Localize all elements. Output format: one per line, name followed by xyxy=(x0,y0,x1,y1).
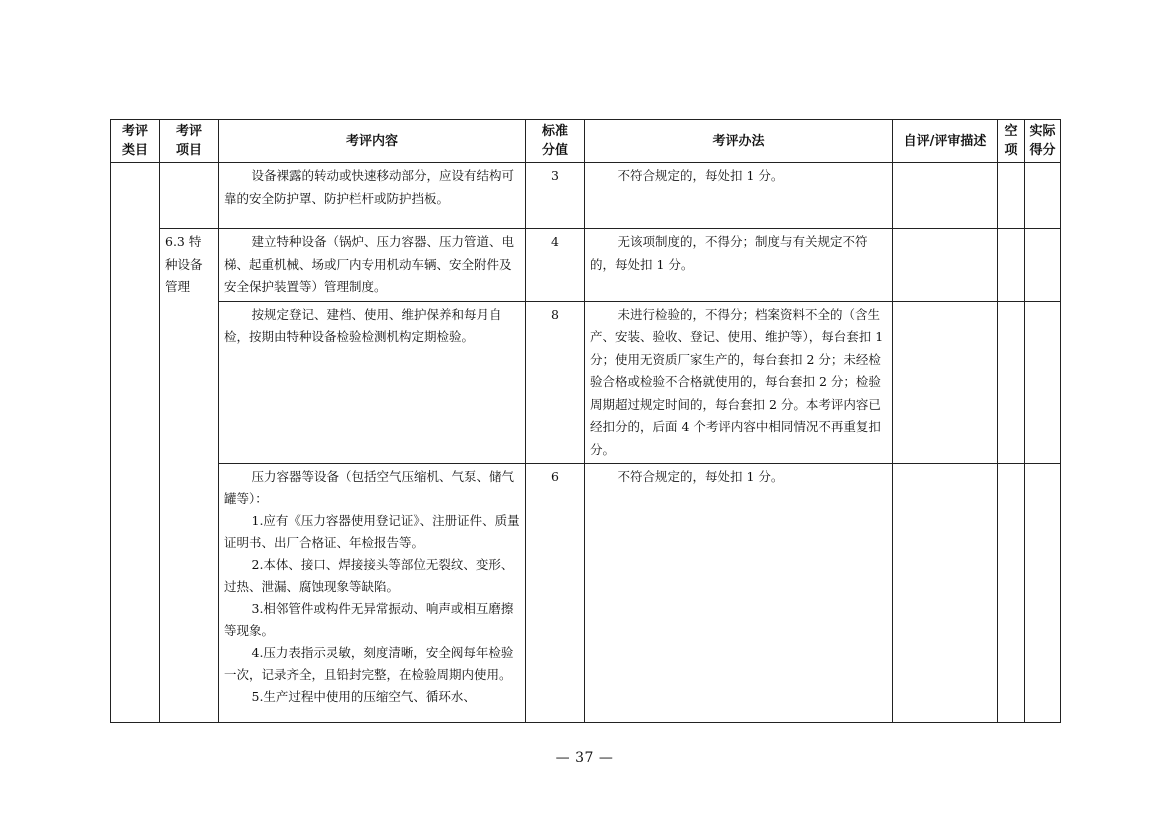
content-text: 建立特种设备（锅炉、压力容器、压力管道、电梯、起重机械、场或厂内专用机动车辆、安全附件及安全保护装置等）管理制度。 xyxy=(224,234,515,294)
header-actual xyxy=(1025,120,1061,163)
blank-cell[interactable] xyxy=(998,163,1025,229)
method-text: 无该项制度的，不得分；制度与有关规定不符的，每处扣 1 分。 xyxy=(590,234,868,272)
content-point: 3.相邻管件或构件无异常振动、响声或相互磨擦等现象。 xyxy=(224,601,514,638)
method-text: 不符合规定的，每处扣 1 分。 xyxy=(617,168,784,183)
method-text: 未进行检验的，不得分；档案资料不全的（含生产、安装、验收、登记、使用、维护等），每台套扣 1 分；使用无资质厂家生产的，每台套扣 2 分；未经检验合格或检验不合格就使用的，每台套扣 2 分；检验周期超过规定时间的，每台套扣 2 分。本考评内容已经扣分的，后面 4 个考评内容中相同情况不再重复扣分。 xyxy=(590,306,884,457)
self-eval-cell[interactable] xyxy=(893,464,998,723)
header-category-line-2: 类目 xyxy=(121,143,148,158)
content-cell xyxy=(219,464,526,723)
blank-cell[interactable] xyxy=(998,464,1025,723)
item-cell-empty xyxy=(160,163,219,229)
self-eval-cell[interactable] xyxy=(893,301,998,464)
blank-cell[interactable] xyxy=(998,301,1025,464)
table-row xyxy=(111,163,1061,229)
self-eval-cell[interactable] xyxy=(893,163,998,229)
actual-score-cell[interactable] xyxy=(1025,163,1061,229)
content-cell xyxy=(219,163,526,229)
item-cell: 6.3 特种设备管理 xyxy=(160,229,219,723)
content-text: 设备裸露的转动或快速移动部分，应设有结构可靠的安全防护罩、防护栏杆或防护挡板。 xyxy=(224,168,515,206)
header-actual-line-2: 得分 xyxy=(1029,143,1056,158)
content-point: 5.生产过程中使用的压缩空气、循环水、 xyxy=(251,689,476,704)
header-score xyxy=(526,120,585,163)
header-blank-line-2: 项 xyxy=(1004,143,1018,158)
header-category xyxy=(111,120,160,163)
content-point: 4.压力表指示灵敏，刻度清晰，安全阀每年检验一次，记录齐全，且铅封完整，在检验周期内使用。 xyxy=(224,645,514,682)
header-self-eval: 自评/评审描述 xyxy=(893,120,998,163)
table-row xyxy=(111,229,1061,302)
header-content: 考评内容 xyxy=(219,120,526,163)
score-cell: 6 xyxy=(526,464,585,723)
category-cell xyxy=(111,163,160,723)
header-method: 考评办法 xyxy=(585,120,893,163)
content-intro: 压力容器等设备（包括空气压缩机、气泵、储气罐等）： xyxy=(224,469,515,506)
score-cell: 4 xyxy=(526,229,585,302)
table-row xyxy=(111,301,1061,464)
actual-score-cell[interactable] xyxy=(1025,229,1061,302)
header-score-line-1: 标准 xyxy=(541,124,568,139)
score-cell: 8 xyxy=(526,301,585,464)
header-blank-line-1: 空 xyxy=(1004,124,1018,139)
content-cell xyxy=(219,301,526,464)
actual-score-cell[interactable] xyxy=(1025,301,1061,464)
actual-score-cell[interactable] xyxy=(1025,464,1061,723)
header-item-line-1: 考评 xyxy=(175,124,202,139)
blank-cell[interactable] xyxy=(998,229,1025,302)
score-cell: 3 xyxy=(526,163,585,229)
header-row xyxy=(111,120,1061,163)
method-cell xyxy=(585,163,893,229)
content-point: 2.本体、接口、焊接接头等部位无裂纹、变形、过热、泄漏、腐蚀现象等缺陷。 xyxy=(224,557,514,594)
table-row xyxy=(111,464,1061,723)
header-category-line-1: 考评 xyxy=(121,124,148,139)
content-point: 1.应有《压力容器使用登记证》、注册证件、质量证明书、出厂合格证、年检报告等。 xyxy=(224,513,520,550)
method-cell xyxy=(585,301,893,464)
header-item-line-2: 项目 xyxy=(175,143,202,158)
header-item xyxy=(160,120,219,163)
method-text: 不符合规定的，每处扣 1 分。 xyxy=(617,469,784,484)
header-score-line-2: 分值 xyxy=(541,143,568,158)
header-blank xyxy=(998,120,1025,163)
content-text: 按规定登记、建档、使用、维护保养和每月自检，按期由特种设备检验检测机构定期检验。 xyxy=(224,306,502,344)
page-number: — 37 — xyxy=(555,750,614,766)
self-eval-cell[interactable] xyxy=(893,229,998,302)
content-cell xyxy=(219,229,526,302)
evaluation-table xyxy=(110,119,1061,723)
method-cell xyxy=(585,229,893,302)
method-cell xyxy=(585,464,893,723)
header-actual-line-1: 实际 xyxy=(1029,124,1056,139)
